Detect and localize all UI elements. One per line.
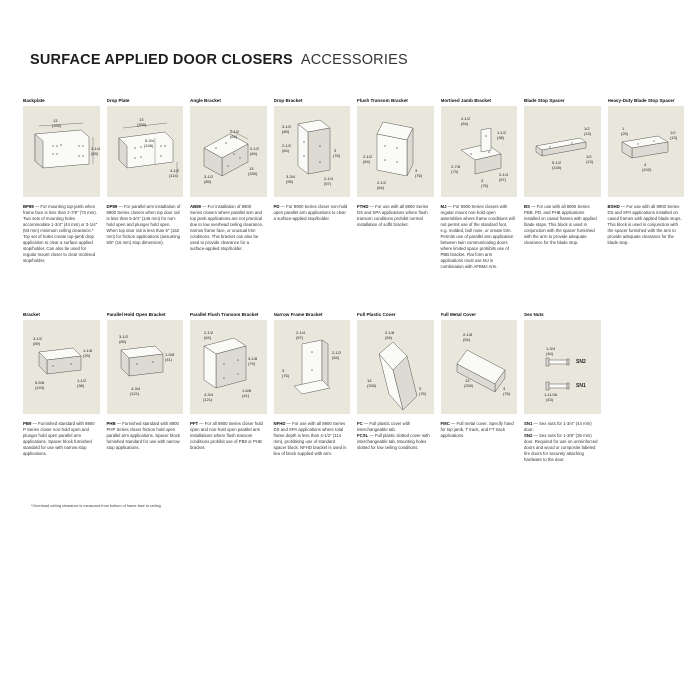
svg-text:(25): (25) bbox=[620, 131, 628, 136]
accessories-row-1 bbox=[23, 98, 684, 270]
accessory-drawing bbox=[190, 106, 267, 197]
svg-text:2-1/8: 2-1/8 bbox=[385, 330, 395, 335]
svg-text:3-1/2: 3-1/2 bbox=[118, 334, 128, 339]
svg-text:(41): (41) bbox=[164, 357, 172, 362]
page-title bbox=[30, 52, 408, 68]
svg-text:(57): (57) bbox=[323, 181, 331, 186]
svg-text:13: 13 bbox=[53, 118, 58, 123]
accessory-heavy-duty-blade-stop-spacer bbox=[608, 98, 685, 270]
accessory-drawing bbox=[274, 106, 351, 197]
svg-text:2-1/2: 2-1/2 bbox=[230, 129, 240, 134]
svg-text:(330): (330) bbox=[248, 171, 258, 176]
svg-text:(121): (121) bbox=[203, 397, 213, 402]
accessory-drawing bbox=[274, 320, 351, 414]
svg-text:(64): (64) bbox=[281, 148, 289, 153]
svg-text:2-1/4: 2-1/4 bbox=[295, 330, 305, 335]
svg-text:(79): (79) bbox=[248, 361, 256, 366]
svg-text:(54): (54) bbox=[385, 335, 393, 340]
accessory-description: PD — For 8900 Series closer non-hold open parallel arm applications to clear a surface-applied stop/holder. bbox=[273, 204, 348, 221]
svg-text:1/2: 1/2 bbox=[584, 126, 590, 131]
svg-text:(140): (140) bbox=[552, 165, 562, 170]
svg-text:1-11/16: 1-11/16 bbox=[544, 392, 558, 397]
svg-text:2-1/4: 2-1/4 bbox=[323, 176, 333, 181]
accessory-narrow-frame-bracket bbox=[274, 312, 351, 463]
accessory-title: Angle Bracket bbox=[190, 98, 221, 103]
accessory-title: Flush Transom Bracket bbox=[357, 98, 408, 103]
accessory-backplate bbox=[23, 98, 100, 270]
svg-text:3: 3 bbox=[281, 368, 284, 373]
accessory-drawing bbox=[107, 106, 184, 197]
accessory-description: MJ — For 8900 Series closers with regular mount non-hold open assemblies where frame conditions will not permit use of the standard foot, e.g. molded, bull nose, or ornate trim. Permits use of parallel arm application between twin communicating doors where limited space prohibits use of PBB bracket. Flat form arm applications must use MJ in combination with AFBMJ Arm. bbox=[440, 204, 515, 269]
svg-text:SN2: SN2 bbox=[576, 359, 586, 365]
svg-text:(57): (57) bbox=[498, 177, 506, 182]
page-title-main: SURFACE APPLIED DOOR CLOSERS bbox=[30, 52, 293, 68]
accessory-bracket bbox=[23, 312, 100, 463]
accessory-drawing bbox=[107, 320, 184, 414]
accessory-drawing bbox=[23, 106, 100, 197]
svg-text:(76): (76) bbox=[419, 391, 427, 396]
accessory-description: DP89 — For parallel arm installation of 8900 Series closers when top door rail is less than 5-3/4" (146 mm) for non-hold open and plunger hold open. When top door rail is less than 6" (152 mm) for friction applications (assuming 5/8" (16 mm) stop dimension). bbox=[106, 204, 181, 245]
svg-text:3: 3 bbox=[502, 386, 505, 391]
svg-text:(76): (76) bbox=[332, 153, 340, 158]
svg-text:3: 3 bbox=[419, 386, 422, 391]
svg-text:13: 13 bbox=[464, 378, 469, 383]
accessory-drawing bbox=[524, 320, 601, 414]
svg-text:3-1/2: 3-1/2 bbox=[204, 174, 214, 179]
svg-text:4: 4 bbox=[643, 162, 646, 167]
accessories-row-2 bbox=[23, 312, 601, 463]
accessory-description: SN1 — Sex nuts for 1-3/4" (44 mm) door. SN2 — Sex nuts for 1-3/8" (35 mm) door. Required for use on unreinforced doors and wood or composite labeled fire doors for securely attaching hardware to the door. bbox=[524, 421, 598, 462]
accessory-blade-stop-spacer bbox=[524, 98, 601, 270]
accessory-description: AB89 — For installation of 8900 Series closers where parallel arm and top jamb applications are not practical due to low overhead ceiling clearance, narrow frame face, or unusual trim conditions. This bracket can also be used to provide clearance for a surface-applied stop/holder. bbox=[190, 204, 264, 251]
accessory-title: Drop Plate bbox=[106, 98, 130, 103]
svg-text:(114): (114) bbox=[168, 173, 178, 178]
svg-text:2-1/2: 2-1/2 bbox=[460, 116, 470, 121]
accessory-description: BS — For use with all 8900 Series PBB, PD, and PHB applications installed on cased frames with applied blade stops. This block is used in conjunction with the spacer furnished with the arm to provide adequate clearance for the blade stop. bbox=[524, 204, 597, 245]
svg-text:(102): (102) bbox=[641, 167, 651, 172]
svg-text:1-1/2: 1-1/2 bbox=[496, 130, 506, 135]
svg-text:(76): (76) bbox=[502, 391, 510, 396]
svg-text:1-1/2: 1-1/2 bbox=[77, 378, 87, 383]
svg-text:3-1/2: 3-1/2 bbox=[33, 336, 43, 341]
svg-text:(121): (121) bbox=[129, 391, 139, 396]
accessory-sex-nuts bbox=[524, 312, 601, 463]
svg-text:(89): (89) bbox=[281, 129, 289, 134]
svg-text:3-1/4: 3-1/4 bbox=[91, 146, 100, 151]
svg-text:(57): (57) bbox=[295, 335, 303, 340]
accessory-drawing bbox=[190, 320, 267, 414]
svg-text:1-5/8: 1-5/8 bbox=[164, 352, 174, 357]
accessory-flush-transom-bracket bbox=[357, 98, 434, 270]
accessory-title: Parallel Flush Transom Bracket bbox=[190, 312, 259, 317]
svg-text:(76): (76) bbox=[415, 173, 423, 178]
svg-text:3: 3 bbox=[333, 148, 336, 153]
svg-text:(64): (64) bbox=[331, 355, 339, 360]
svg-text:1-5/8: 1-5/8 bbox=[242, 388, 252, 393]
accessory-drop-plate bbox=[107, 98, 184, 270]
svg-text:(13): (13) bbox=[584, 131, 592, 136]
accessory-title: Blade Stop Spacer bbox=[524, 98, 565, 103]
accessory-parallel-hold-open-bracket bbox=[107, 312, 184, 463]
accessory-full-metal-cover bbox=[441, 312, 518, 463]
accessory-title: Bracket bbox=[23, 312, 40, 317]
svg-text:2-1/4: 2-1/4 bbox=[498, 172, 508, 177]
accessory-angle-bracket bbox=[190, 98, 267, 270]
svg-text:4-1/2: 4-1/2 bbox=[169, 168, 179, 173]
svg-text:2-1/2: 2-1/2 bbox=[363, 154, 373, 159]
svg-text:(13): (13) bbox=[669, 135, 677, 140]
svg-text:3: 3 bbox=[480, 178, 483, 183]
accessory-title: Mortised Jamb Bracket bbox=[440, 98, 492, 103]
accessory-parallel-flush-transom-bracket bbox=[190, 312, 267, 463]
accessory-title: Sex Nuts bbox=[524, 312, 544, 317]
svg-text:(143): (143) bbox=[35, 385, 45, 390]
accessory-title: Narrow Frame Bracket bbox=[273, 312, 323, 317]
accessory-description: FC — Full plastic cover with interchangeable tab. FCSL — Full plastic slotted cover with interchangeable tab. Mounting holes slotted for low ceiling conditions. bbox=[357, 421, 430, 450]
svg-text:SN1: SN1 bbox=[576, 383, 586, 389]
svg-text:(73): (73) bbox=[450, 169, 458, 174]
svg-text:3-3/4: 3-3/4 bbox=[285, 174, 295, 179]
svg-text:(83): (83) bbox=[91, 151, 99, 156]
svg-text:(38): (38) bbox=[496, 135, 504, 140]
svg-text:3-1/2: 3-1/2 bbox=[281, 124, 291, 129]
svg-text:1/2: 1/2 bbox=[669, 130, 676, 135]
svg-text:1: 1 bbox=[621, 126, 624, 131]
accessory-title: Full Plastic Cover bbox=[357, 312, 396, 317]
svg-text:13: 13 bbox=[367, 378, 372, 383]
svg-text:(330): (330) bbox=[463, 383, 473, 388]
accessory-mortised-jamb-bracket bbox=[441, 98, 518, 270]
svg-text:(89): (89) bbox=[118, 339, 126, 344]
svg-text:(44): (44) bbox=[546, 351, 554, 356]
svg-text:(64): (64) bbox=[204, 335, 212, 340]
accessory-description: BSHD — For use with all 8900 Series DS and SPA applications installed on cased frames with applied blade stops. This block is used in conjunction with the spacer furnished with the arm to provide adequate clearance for the blade stop. bbox=[607, 204, 682, 245]
svg-text:(64): (64) bbox=[377, 185, 385, 190]
accessory-drop-bracket bbox=[274, 98, 351, 270]
svg-text:2-1/2: 2-1/2 bbox=[377, 180, 387, 185]
svg-text:3: 3 bbox=[415, 168, 418, 173]
page-title-sub: ACCESSORIES bbox=[300, 52, 408, 68]
accessory-drawing bbox=[524, 106, 601, 197]
accessory-drawing bbox=[608, 106, 685, 197]
accessory-description: PB9 — Furnished standard with 8900 P Series closer non-hold open and plunger hold open parallel arm applications. Spacer block furnished standard for use with narrow stop applications. bbox=[23, 421, 95, 456]
svg-text:2-1/2: 2-1/2 bbox=[250, 146, 260, 151]
svg-text:(76): (76) bbox=[281, 373, 289, 378]
accessory-full-plastic-cover bbox=[357, 312, 434, 463]
accessory-title: Full Metal Cover bbox=[440, 312, 476, 317]
svg-text:2-1/2: 2-1/2 bbox=[331, 350, 341, 355]
svg-text:(64): (64) bbox=[230, 134, 238, 139]
svg-text:(95): (95) bbox=[285, 179, 293, 184]
accessory-description: FTHD — For use with all 8900 Series DS and SPA applications where flush transom conditions prohibit normal installation of soffit bracket. bbox=[357, 204, 429, 227]
svg-text:1/2: 1/2 bbox=[586, 154, 592, 159]
svg-text:(64): (64) bbox=[363, 159, 371, 164]
accessory-drawing bbox=[357, 320, 434, 414]
accessory-description: FMC — Full metal cover. Specify hand for top jamb, T track, and FT track applications. bbox=[440, 421, 514, 438]
svg-text:2-7/8: 2-7/8 bbox=[450, 164, 460, 169]
svg-text:(330): (330) bbox=[52, 123, 62, 128]
accessory-title: Parallel Hold Open Bracket bbox=[106, 312, 166, 317]
svg-text:4-3/4: 4-3/4 bbox=[204, 392, 214, 397]
svg-text:(29): (29) bbox=[83, 353, 91, 358]
accessory-description: NFHD — For use with all 8900 Series DS and SPA applications where total frame depth is less than 4-1/2" (114 mm), prohibiting use of standard spacer block. NFHD bracket is used in lieu of block supplied with arm. bbox=[273, 421, 347, 456]
accessory-drawing bbox=[23, 320, 100, 414]
svg-text:(330): (330) bbox=[136, 122, 146, 127]
accessory-drawing bbox=[441, 106, 518, 197]
accessory-drawing bbox=[441, 320, 518, 414]
svg-text:2-1/2: 2-1/2 bbox=[204, 330, 214, 335]
svg-text:5-5/8: 5-5/8 bbox=[35, 380, 45, 385]
svg-text:(146): (146) bbox=[143, 143, 153, 148]
accessory-title: Backplate bbox=[23, 98, 45, 103]
footnote: *Overhead ceiling clearance is measured from bottom of frame face to ceiling bbox=[31, 504, 161, 508]
svg-text:(89): (89) bbox=[204, 179, 212, 184]
svg-text:4-3/4: 4-3/4 bbox=[130, 386, 140, 391]
accessory-description: BP89 — For mounting top-jamb when frame face is less than 2-7/8" (73 mm). Two sets of mounting holes accommodate 1-3/4" (44 mm) or 3-1/4" (83 mm) minimum ceiling clearance.* Top set of holes create top-jamb drop application to clear a surface applied stop/holder. Can also be used for regular mount closer to clear mortised stop/holder. bbox=[23, 204, 98, 263]
svg-text:13: 13 bbox=[138, 117, 143, 122]
svg-text:(64): (64) bbox=[460, 121, 468, 126]
svg-text:(41): (41) bbox=[242, 393, 250, 398]
svg-text:(13): (13) bbox=[586, 159, 594, 164]
svg-text:5-1/2: 5-1/2 bbox=[552, 160, 562, 165]
accessory-drawing bbox=[357, 106, 434, 197]
svg-text:3-1/8: 3-1/8 bbox=[248, 356, 258, 361]
svg-text:(76): (76) bbox=[480, 183, 488, 188]
svg-text:(54): (54) bbox=[462, 337, 470, 342]
svg-text:1-3/4: 1-3/4 bbox=[546, 346, 556, 351]
svg-text:(38): (38) bbox=[77, 383, 85, 388]
accessory-title: Drop Bracket bbox=[273, 98, 303, 103]
svg-text:2-1/8: 2-1/8 bbox=[462, 332, 472, 337]
svg-text:(89): (89) bbox=[33, 341, 41, 346]
svg-text:5-3/4: 5-3/4 bbox=[144, 138, 154, 143]
svg-text:2-1/2: 2-1/2 bbox=[281, 143, 291, 148]
svg-text:(43): (43) bbox=[546, 397, 554, 402]
accessory-title: Heavy-Duty Blade Stop Spacer bbox=[607, 98, 675, 103]
svg-text:13: 13 bbox=[249, 166, 254, 171]
svg-text:(64): (64) bbox=[250, 151, 258, 156]
svg-text:(330): (330) bbox=[367, 383, 377, 388]
svg-text:1-1/8: 1-1/8 bbox=[83, 348, 93, 353]
accessory-description: PFT — For all 8900 Series closer hold open and non-hold open parallel arm installations where flush transom conditions prohibit use of PB9 or PHB bracket. bbox=[190, 421, 263, 450]
accessory-description: PHB — Furnished standard with 8900 PHP Series closer friction hold open parallel arm applications. Spacer block furnished standard for use with narrow stop applications. bbox=[106, 421, 181, 450]
